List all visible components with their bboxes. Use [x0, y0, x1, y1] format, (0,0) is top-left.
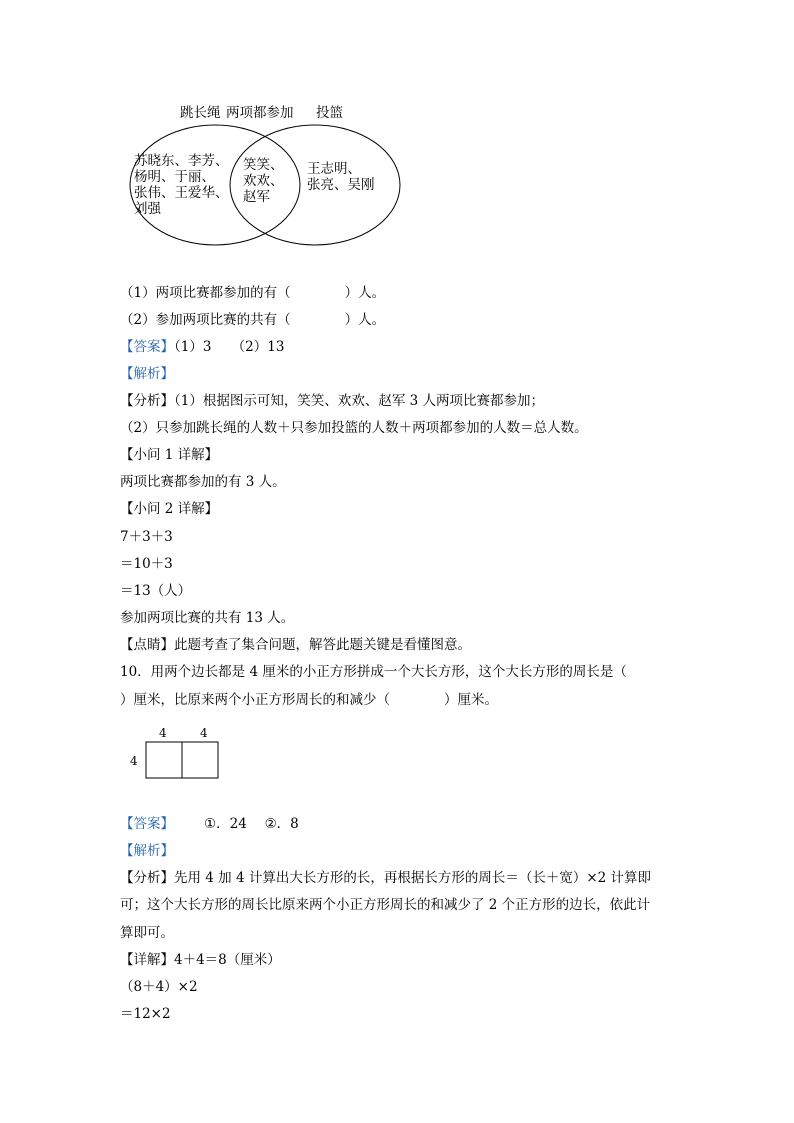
analysis-tag: 【解析】 — [120, 843, 174, 859]
answer-text: ①．24 ②．8 — [204, 816, 299, 832]
q9-sub-question-1: （1）两项比赛都参加的有（ ）人。 — [120, 285, 386, 301]
dianjing-text: 此题考查了集合问题，解答此题关键是看懂图意。 — [174, 637, 471, 653]
q10-text-line-1: 10．用两个边长都是 4 厘米的小正方形拼成一个大长方形，这个大长方形的周长是（ — [120, 664, 627, 680]
q9-fenxi-line-1 — [120, 391, 544, 411]
q10-figure — [120, 720, 230, 785]
q9-xiaowen1-tag: 【小问 1 详解】 — [120, 447, 219, 463]
q10-fenxi-line-2: 可；这个大长方形的周长比原来两个小正方形周长的和减少了 2 个正方形的边长，依此计 — [120, 897, 651, 913]
q10-answer-line — [120, 814, 299, 834]
q9-dianjing-line — [120, 635, 471, 655]
venn-right-name-line: 王志明、 — [307, 161, 361, 177]
q10-calc-line-1: （8＋4）×2 — [120, 979, 198, 995]
q9-xiaowen1-text: 两项比赛都参加的有 3 人。 — [120, 474, 286, 490]
dianjing-tag: 【点睛】 — [120, 637, 174, 653]
q10-fenxi-line-1 — [120, 868, 651, 888]
q9-calc-line-3: ＝13（人） — [120, 583, 192, 599]
venn-mid-name-line: 赵军 — [243, 189, 270, 205]
venn-left-name-line: 杨明、于丽、 — [134, 169, 215, 185]
xiangjie-tag: 【详解】 — [120, 952, 174, 968]
q9-answer-line — [120, 337, 284, 357]
q10-fenxi-line-3: 算即可。 — [120, 925, 174, 941]
answer-tag: 【答案】 — [120, 339, 174, 355]
analysis-tag: 【解析】 — [120, 366, 174, 382]
q10-xiangjie-line — [120, 950, 281, 970]
q9-fenxi-line-2: （2）只参加跳长绳的人数＋只参加投篮的人数＋两项都参加的人数＝总人数。 — [120, 420, 588, 436]
q9-xiaowen2-text: 参加两项比赛的共有 13 人。 — [120, 610, 295, 626]
q9-calc-line-1: 7＋3＋3 — [120, 529, 173, 545]
venn-label-mid: 两项都参加 — [226, 105, 294, 121]
venn-mid-name-line: 笑笑、 — [243, 157, 284, 173]
venn-left-name-line: 张伟、王爱华、 — [134, 185, 229, 201]
xiangjie-text: 4＋4＝8（厘米） — [174, 952, 281, 968]
venn-left-name-line: 苏晓东、李芳、 — [134, 153, 229, 169]
venn-label-left: 跳长绳 — [180, 105, 221, 121]
square-left — [146, 742, 182, 778]
figure-top-label-1: 4 — [159, 726, 167, 740]
venn-mid-name-line: 欢欢、 — [243, 173, 284, 189]
venn-left-name-line: 刘强 — [134, 201, 161, 217]
fenxi-tag: 【分析】 — [120, 393, 174, 409]
venn-right-name-line: 张亮、吴刚 — [307, 177, 375, 193]
q10-calc-line-2: ＝12×2 — [120, 1006, 171, 1022]
square-right — [182, 742, 218, 778]
fenxi-tag: 【分析】 — [120, 870, 174, 886]
venn-diagram — [120, 95, 420, 255]
q9-calc-line-2: ＝10＋3 — [120, 556, 173, 572]
fenxi-text: 先用 4 加 4 计算出大长方形的长，再根据长方形的周长＝（长＋宽）×2 计算即 — [174, 870, 652, 886]
venn-label-right: 投篮 — [316, 105, 343, 121]
answer-text: （1）3 （2）13 — [174, 339, 285, 355]
fenxi-text: （1）根据图示可知，笑笑、欢欢、赵军 3 人两项比赛都参加； — [174, 393, 545, 409]
q10-text-line-2: ）厘米，比原来两个小正方形周长的和减少（ ）厘米。 — [120, 692, 498, 708]
figure-top-label-2: 4 — [200, 726, 208, 740]
figure-left-label: 4 — [130, 754, 138, 768]
q9-xiaowen2-tag: 【小问 2 详解】 — [120, 501, 219, 517]
answer-tag: 【答案】 — [120, 816, 174, 832]
q9-sub-question-2: （2）参加两项比赛的共有（ ）人。 — [120, 312, 386, 328]
